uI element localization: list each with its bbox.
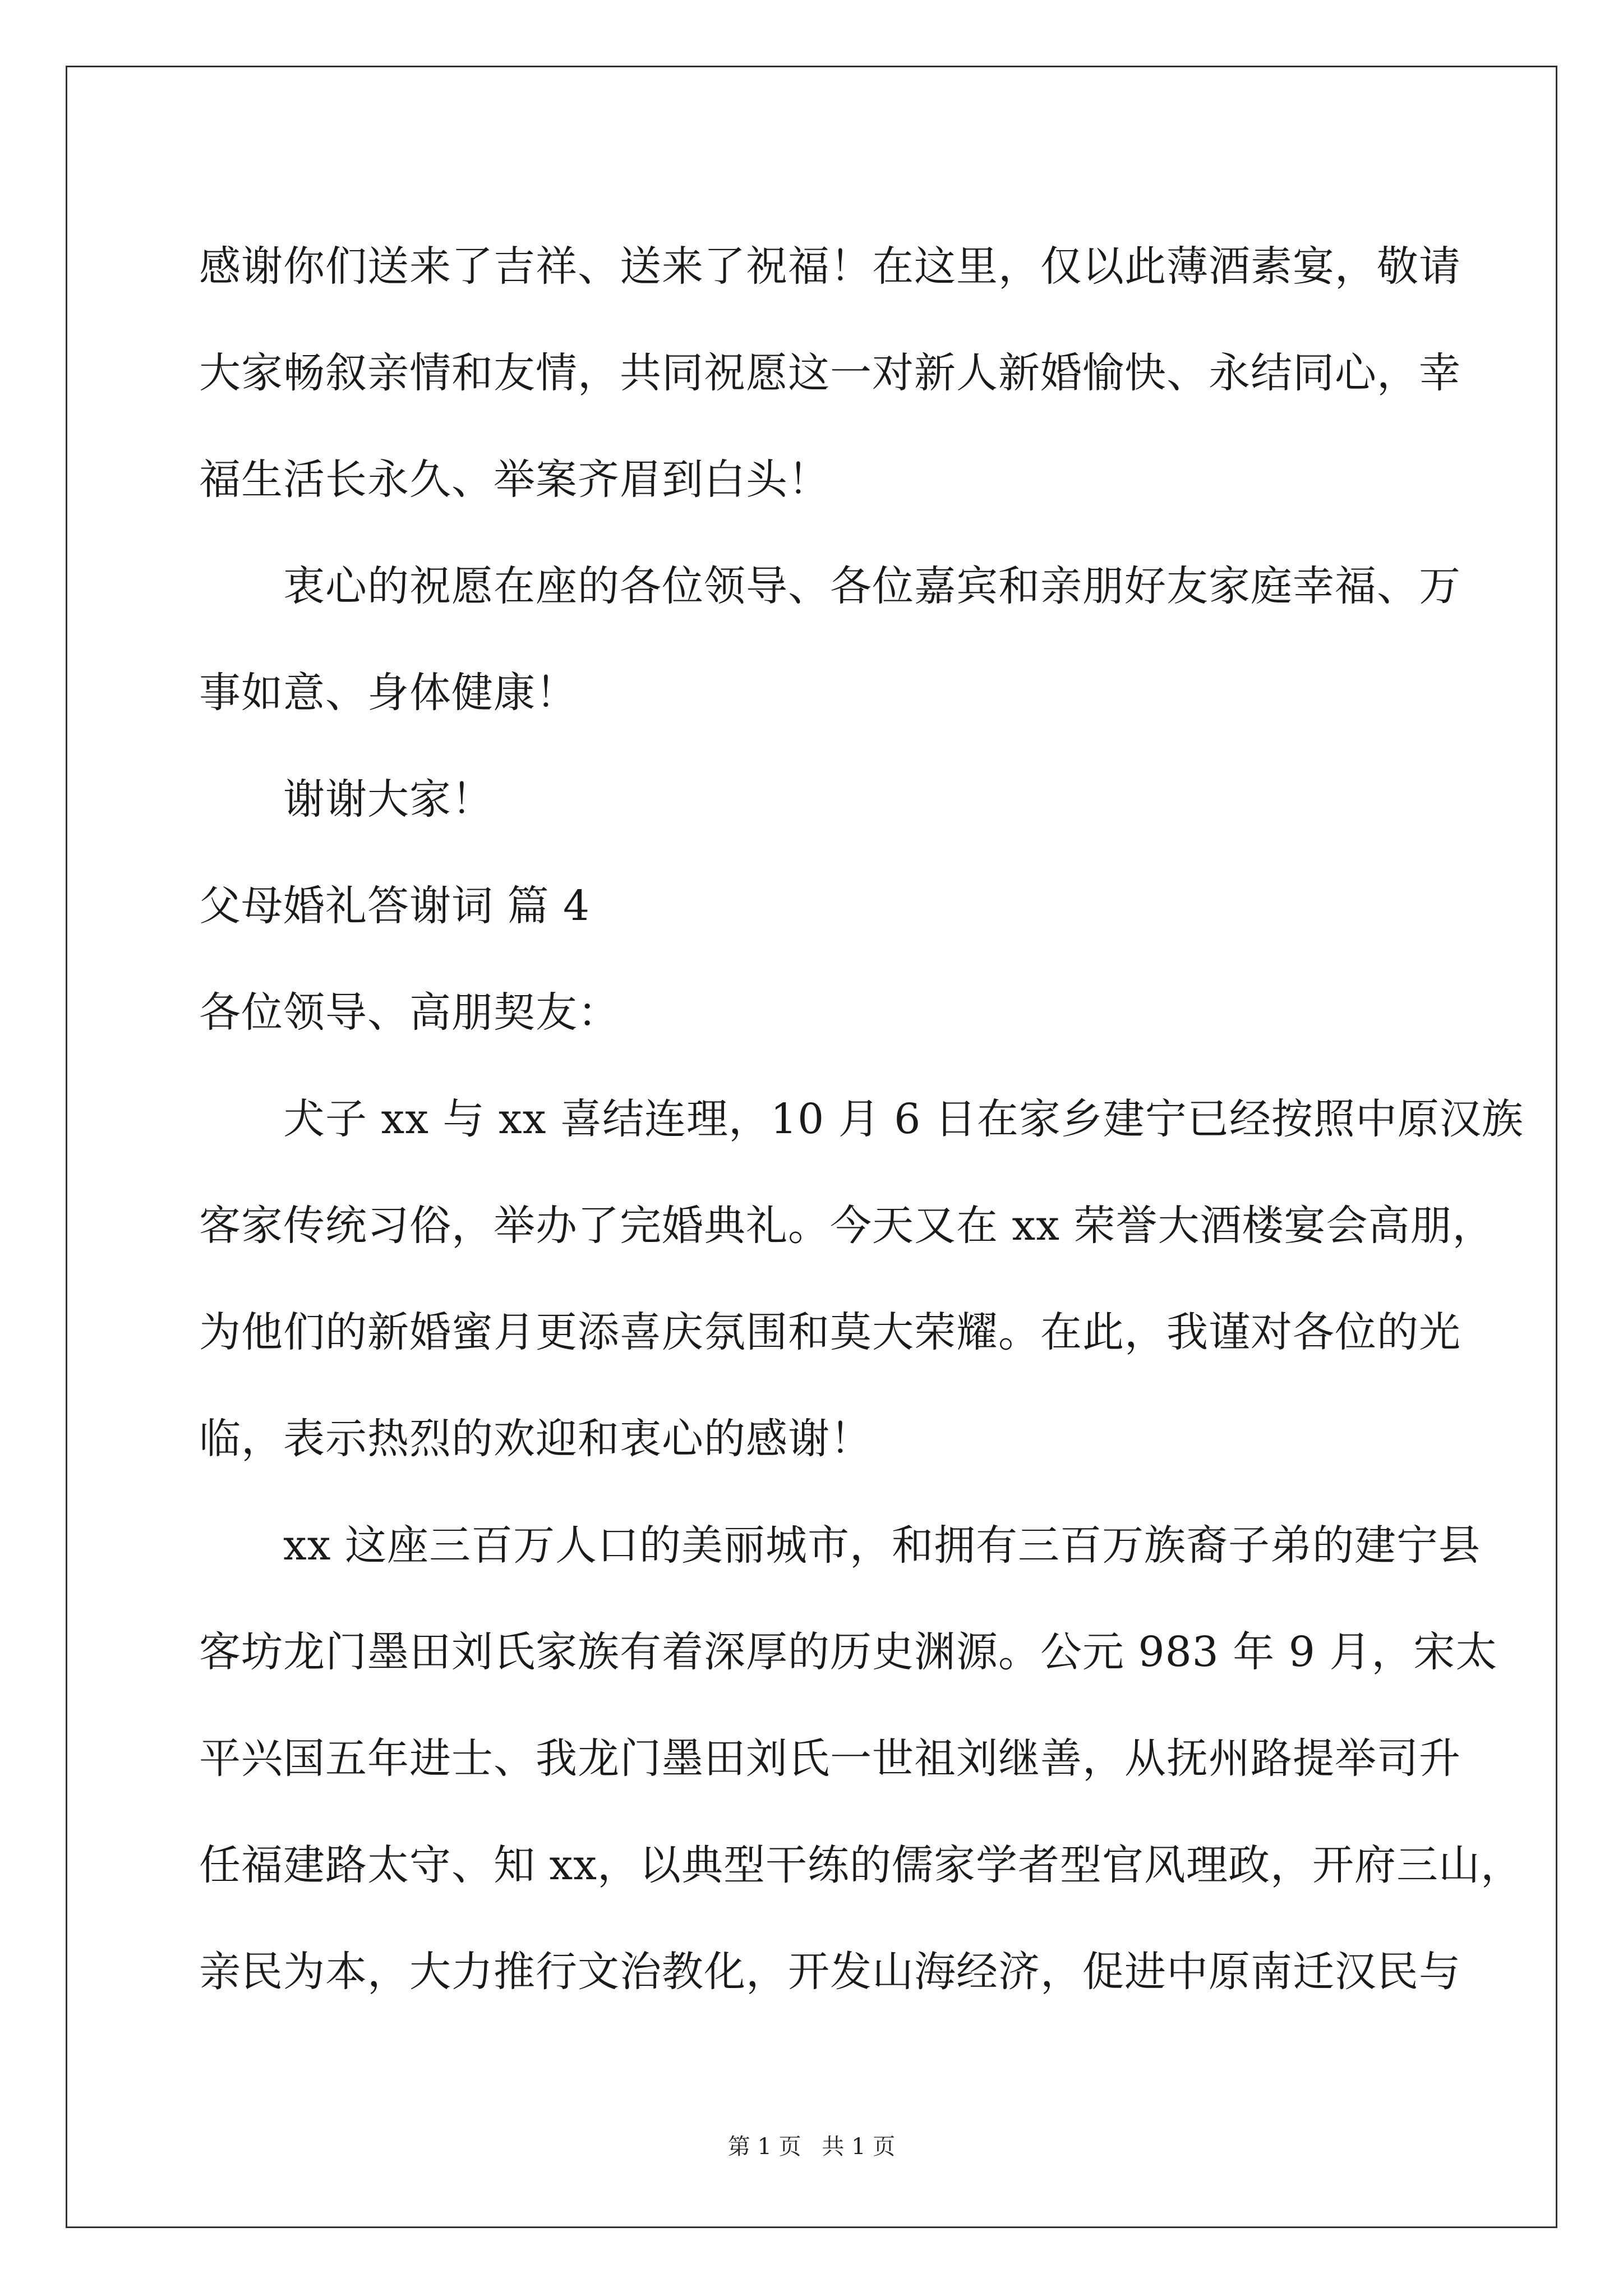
text-line: 感谢你们送来了吉祥、送来了祝福！在这里，仅以此薄酒素宴，敬请 <box>199 242 1461 291</box>
salutation: 各位领导、高朋契友： <box>199 988 620 1037</box>
text-line: 为他们的新婚蜜月更添喜庆氛围和莫大荣耀。在此，我谨对各位的光 <box>199 1308 1461 1356</box>
text-line: 平兴国五年进士、我龙门墨田刘氏一世祖刘继善，从抚州路提举司升 <box>199 1734 1461 1783</box>
text-line: 客家传统习俗，举办了完婚典礼。今天又在 xx 荣誉大酒楼宴会高朋， <box>199 1202 1495 1250</box>
text-line: 谢谢大家！ <box>283 775 494 823</box>
text-line: 衷心的祝愿在座的各位领导、各位嘉宾和亲朋好友家庭幸福、万 <box>283 562 1461 610</box>
text-line: xx 这座三百万人口的美丽城市，和拥有三百万族裔子弟的建宁县 <box>283 1521 1481 1570</box>
text-line: 客坊龙门墨田刘氏家族有着深厚的历史渊源。公元 983 年 9 月，宋太 <box>199 1628 1498 1676</box>
page-footer <box>0 2129 1623 2161</box>
section-heading: 父母婚礼答谢词 篇 4 <box>199 882 591 930</box>
page-total: 共 1 页 <box>822 2134 896 2160</box>
text-line: 亲民为本，大力推行文治教化，开发山海经济，促进中原南迁汉民与 <box>199 1948 1461 1996</box>
text-line: 大家畅叙亲情和友情，共同祝愿这一对新人新婚愉快、永结同心，幸 <box>199 349 1461 397</box>
text-line: 临，表示热烈的欢迎和衷心的感谢！ <box>199 1415 872 1463</box>
text-line: 犬子 xx 与 xx 喜结连理，10 月 6 日在家乡建宁已经按照中原汉族 <box>283 1095 1524 1143</box>
text-line: 事如意、身体健康！ <box>199 669 578 717</box>
document-body <box>199 213 1524 2025</box>
page-number: 第 1 页 <box>727 2134 801 2160</box>
text-line: 福生活长永久、举案齐眉到白头！ <box>199 455 830 504</box>
text-line: 任福建路太守、知 xx，以典型干练的儒家学者型官风理政，开府三山， <box>199 1841 1523 1889</box>
